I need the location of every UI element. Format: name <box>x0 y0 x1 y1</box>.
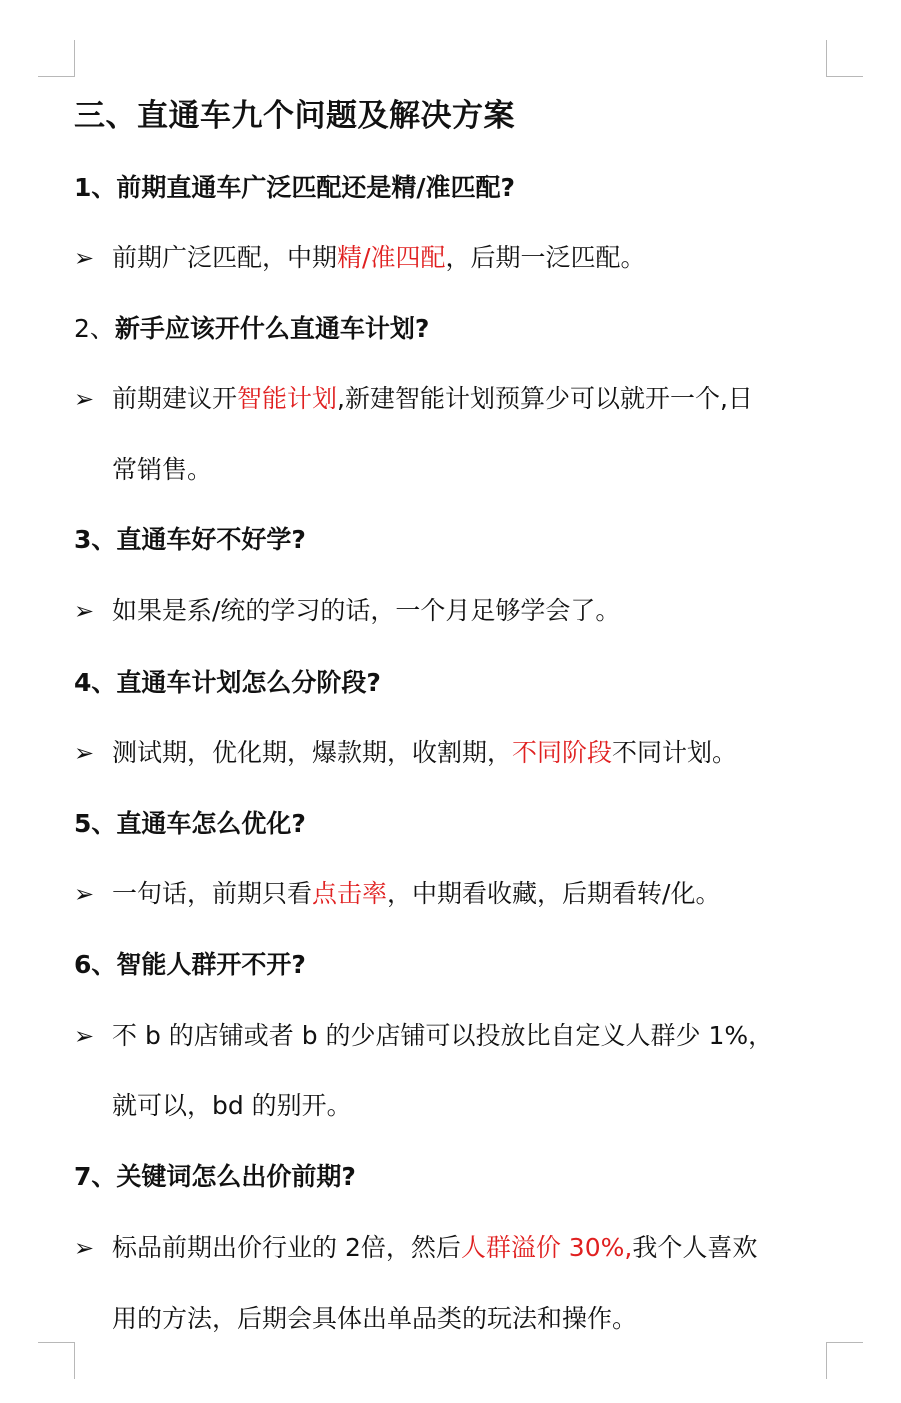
question-number: 7、 <box>74 1162 117 1191</box>
page-corner-mark-top-right <box>826 40 863 77</box>
question-text: 前期直通车广泛匹配还是精/准匹配? <box>116 173 516 202</box>
answer-line: 常销售。 <box>112 455 213 484</box>
arrow-bullet-icon: ➢ <box>74 597 95 625</box>
highlight-text: 点击率 <box>312 879 388 908</box>
answer-line: 不 b 的店铺或者 b 的少店铺可以投放比自定义人群少 1%， <box>112 1021 774 1050</box>
question-text: 直通车好不好学? <box>116 525 306 554</box>
question-number: 6、 <box>74 950 117 979</box>
arrow-bullet-icon: ➢ <box>74 1022 95 1050</box>
answer-line: 测试期，优化期，爆款期，收割期，不同阶段不同计划。 <box>112 738 738 767</box>
question-4 <box>74 665 381 701</box>
page-corner-mark-bottom-right <box>826 1342 863 1379</box>
arrow-bullet-icon: ➢ <box>74 385 95 413</box>
answer-line: 用的方法，后期会具体出单品类的玩法和操作。 <box>112 1304 638 1333</box>
question-number: 5、 <box>74 809 117 838</box>
question-2 <box>74 311 429 347</box>
answer-line: 一句话，前期只看点击率，中期看收藏，后期看转/化。 <box>112 879 721 908</box>
question-7 <box>74 1159 356 1195</box>
highlight-text: 人群溢价 30%, <box>460 1233 633 1262</box>
highlight-text: 智能计划 <box>237 384 338 413</box>
arrow-bullet-icon: ➢ <box>74 1234 95 1262</box>
question-number: 2、 <box>74 314 115 343</box>
question-5 <box>74 806 306 842</box>
answer-line: 标品前期出价行业的 2倍，然后人群溢价 30%,我个人喜欢 <box>112 1233 758 1262</box>
question-number: 1、 <box>74 173 117 202</box>
question-text: 直通车计划怎么分阶段? <box>116 668 381 697</box>
question-3 <box>74 522 306 558</box>
question-1 <box>74 170 515 206</box>
question-text: 关键词怎么出价前期? <box>116 1162 356 1191</box>
arrow-bullet-icon: ➢ <box>74 244 95 272</box>
arrow-bullet-icon: ➢ <box>74 880 95 908</box>
answer-line: 前期广泛匹配，中期精/准四配，后期一泛匹配。 <box>112 243 646 272</box>
highlight-text: 不同阶段 <box>512 738 613 767</box>
question-number: 4、 <box>74 668 117 697</box>
answer-line: 前期建议开智能计划,新建智能计划预算少可以就开一个,日 <box>112 384 753 413</box>
page-corner-mark-top-left <box>38 40 75 77</box>
question-text: 新手应该开什么直通车计划? <box>114 314 430 343</box>
page-title: 三、直通车九个问题及解决方案 <box>74 98 515 134</box>
question-6 <box>74 947 306 983</box>
question-text: 直通车怎么优化? <box>116 809 306 838</box>
answer-line: 如果是系/统的学习的话，一个月足够学会了。 <box>112 596 621 625</box>
question-number: 3、 <box>74 525 117 554</box>
page-corner-mark-bottom-left <box>38 1342 75 1379</box>
answer-line: 就可以，bd 的别开。 <box>112 1091 352 1120</box>
highlight-text: 精/准四配 <box>337 243 446 272</box>
question-text: 智能人群开不开? <box>116 950 306 979</box>
arrow-bullet-icon: ➢ <box>74 739 95 767</box>
